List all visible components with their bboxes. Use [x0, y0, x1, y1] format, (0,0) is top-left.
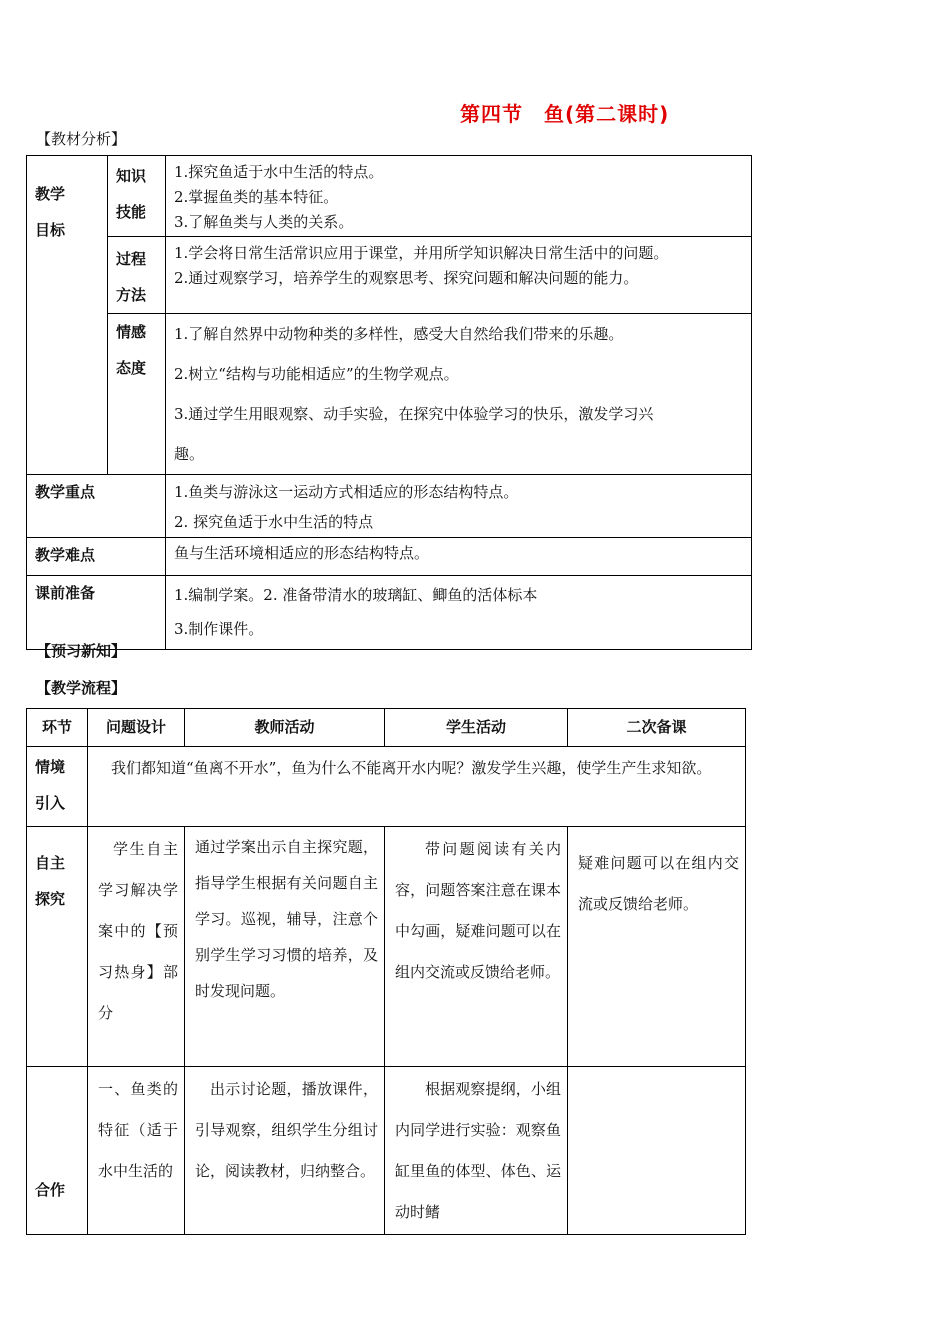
emotion-item: 3.通过学生用眼观察、动手实验，在探究中体验学习的快乐，激发学习兴 — [174, 405, 654, 423]
cooperate-notes — [568, 1067, 746, 1235]
preparation-label-cell — [27, 576, 166, 650]
stage-cooperate: 合作 — [27, 1067, 88, 1235]
header-teacher: 教师活动 — [185, 709, 385, 747]
process-label-1: 过程 — [116, 250, 147, 268]
intro-content: 我们都知道“鱼离不开水”，鱼为什么不能离开水内呢？激发学生兴趣，使学生产生求知欲。 — [88, 747, 746, 827]
goals-label-2: 目标 — [35, 221, 66, 239]
knowledge-label-cell — [108, 156, 166, 237]
process-item: 1.学会将日常生活常识应用于课堂，并用所学知识解决日常生活中的问题。 — [174, 244, 669, 262]
self-study-teacher: 通过学案出示自主探究题，指导学生根据有关问题自主学习。巡视，辅导，注意个别学生学习习惯的培养，及时发现问题。 — [185, 827, 385, 1067]
header-stage: 环节 — [27, 709, 88, 747]
process-item: 2.通过观察学习，培养学生的观察思考、探究问题和解决问题的能力。 — [174, 269, 639, 287]
stage-self-study: 自主 探究 — [27, 827, 88, 1067]
knowledge-content — [166, 156, 752, 237]
header-student: 学生活动 — [385, 709, 568, 747]
section-flow: 【教学流程】 — [36, 679, 127, 697]
key-points-label: 教学重点 — [35, 483, 96, 501]
process-content — [166, 237, 752, 314]
key-point-item: 2. 探究鱼适于水中生活的特点 — [174, 513, 374, 531]
knowledge-item: 3.了解鱼类与人类的关系。 — [174, 213, 354, 231]
knowledge-item: 1.探究鱼适于水中生活的特点。 — [174, 163, 384, 181]
flow-table — [26, 708, 746, 1235]
section-preview: 【预习新知】 — [36, 642, 127, 660]
difficulty-label: 教学难点 — [35, 546, 96, 564]
preparation-item: 3.制作课件。 — [174, 620, 264, 638]
header-question: 问题设计 — [88, 709, 185, 747]
preparation-content — [166, 576, 752, 650]
cooperate-student: 根据观察提纲，小组内同学进行实验：观察鱼缸里鱼的体型、体色、运动时鳍 — [385, 1067, 568, 1235]
emotion-item: 趣。 — [174, 445, 205, 463]
preparation-label: 课前准备 — [35, 584, 96, 602]
emotion-label-2: 态度 — [116, 359, 147, 377]
emotion-item: 2.树立“结构与功能相适应”的生物学观点。 — [174, 365, 459, 383]
header-notes: 二次备课 — [568, 709, 746, 747]
key-points-label-cell — [27, 475, 166, 538]
preparation-item: 1.编制学案。2. 准备带清水的玻璃缸、鲫鱼的活体标本 — [174, 586, 538, 604]
section-analysis: 【教材分析】 — [36, 130, 127, 148]
knowledge-label-1: 知识 — [116, 167, 147, 185]
self-study-student: 带问题阅读有关内容，问题答案注意在课本中勾画，疑难问题可以在组内交流或反馈给老师。 — [385, 827, 568, 1067]
analysis-table — [26, 155, 752, 650]
self-study-notes: 疑难问题可以在组内交流或反馈给老师。 — [568, 827, 746, 1067]
process-label-2: 方法 — [116, 286, 147, 304]
stage-intro: 情境 引入 — [27, 747, 88, 827]
emotion-content — [166, 314, 752, 475]
process-label-cell — [108, 237, 166, 314]
emotion-label-cell — [108, 314, 166, 475]
goals-label-1: 教学 — [35, 185, 66, 203]
key-points-content — [166, 475, 752, 538]
emotion-item: 1.了解自然界中动物种类的多样性，感受大自然给我们带来的乐趣。 — [174, 325, 624, 343]
cooperate-teacher: 出示讨论题，播放课件，引导观察，组织学生分组讨论，阅读教材，归纳整合。 — [185, 1067, 385, 1235]
knowledge-item: 2.掌握鱼类的基本特征。 — [174, 188, 339, 206]
cooperate-question: 一、鱼类的特征（适于水中生活的 — [88, 1067, 185, 1235]
difficulty-content — [166, 538, 752, 576]
key-point-item: 1.鱼类与游泳这一运动方式相适应的形态结构特点。 — [174, 483, 519, 501]
self-study-question: 学生自主学习解决学案中的【预习热身】部分 — [88, 827, 185, 1067]
page-title: 第四节 鱼(第二课时) — [460, 102, 670, 126]
emotion-label-1: 情感 — [116, 323, 147, 341]
difficulty-text: 鱼与生活环境相适应的形态结构特点。 — [174, 544, 430, 562]
goals-label-cell — [27, 156, 108, 475]
difficulty-label-cell — [27, 538, 166, 576]
knowledge-label-2: 技能 — [116, 203, 147, 221]
